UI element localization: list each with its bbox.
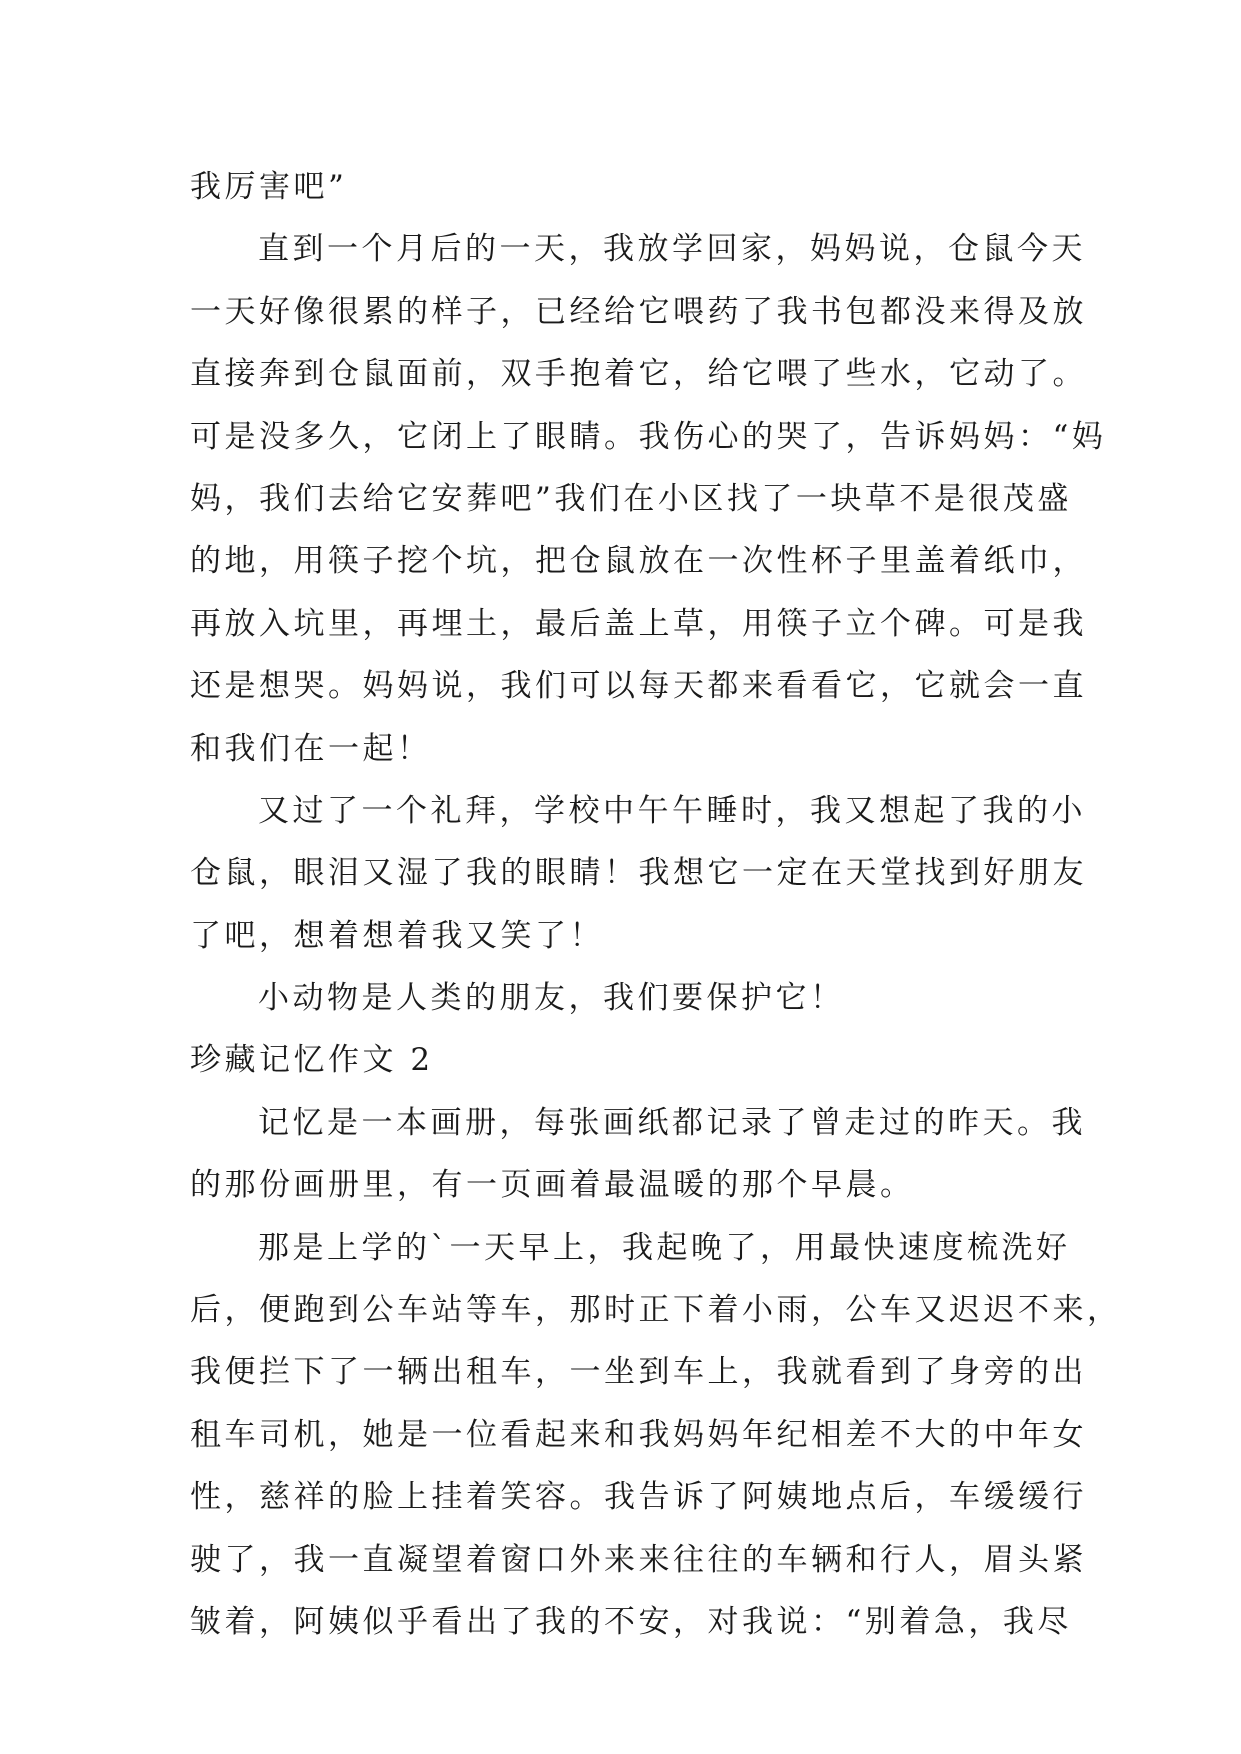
text-line: 的那份画册里，有一页画着最温暖的那个早晨。 [190,1167,915,1204]
text-line: 再放入坑里，再埋土，最后盖上草，用筷子立个碑。可是我 [190,605,1087,642]
paragraph-start-line: 小动物是人类的朋友，我们要保护它！ [258,980,845,1017]
text-line: 了吧，想着想着我又笑了！ [190,917,604,954]
text-line: 租车司机，她是一位看起来和我妈妈年纪相差不大的中年女 [190,1416,1087,1453]
text-line: 和我们在一起！ [190,730,432,767]
text-line: 还是想哭。妈妈说，我们可以每天都来看看它，它就会一直 [190,668,1087,705]
paragraph-start-line: 直到一个月后的一天，我放学回家，妈妈说，仓鼠今天 [258,231,1086,268]
text-line: 仓鼠，眼泪又湿了我的眼睛！我想它一定在天堂找到好朋友 [190,855,1087,892]
paragraph-start-line: 又过了一个礼拜，学校中午午睡时，我又想起了我的小 [258,792,1086,829]
text-line: 直接奔到仓鼠面前，双手抱着它，给它喂了些水，它动了。 [190,356,1087,393]
text-line: 可是没多久，它闭上了眼睛。我伤心的哭了，告诉妈妈：“妈 [190,418,1107,455]
text-line: 性，慈祥的脸上挂着笑容。我告诉了阿姨地点后，车缓缓行 [190,1479,1087,1516]
text-line: 一天好像很累的样子，已经给它喂药了我书包都没来得及放 [190,293,1087,330]
text-line: 我便拦下了一辆出租车，一坐到车上，我就看到了身旁的出 [190,1354,1087,1391]
paragraph-start-line: 那是上学的`一天早上，我起晚了，用最快速度梳洗好 [258,1229,1071,1266]
text-line: 妈，我们去给它安葬吧”我们在小区找了一块草不是很茂盛 [190,480,1072,517]
text-line: 皱着，阿姨似乎看出了我的不安，对我说：“别着急，我尽 [190,1603,1072,1640]
section-heading: 珍藏记忆作文 2 [190,1042,434,1079]
text-line: 我厉害吧” [190,169,348,205]
text-line: 的地，用筷子挖个坑，把仓鼠放在一次性杯子里盖着纸巾， [190,543,1087,580]
text-line: 后，便跑到公车站等车，那时正下着小雨，公车又迟迟不来， [190,1292,1122,1329]
body-text [190,156,1122,1653]
paragraph-start-line: 记忆是一本画册，每张画纸都记录了曾走过的昨天。我 [258,1104,1086,1141]
text-line: 驶了，我一直凝望着窗口外来来往往的车辆和行人，眉头紧 [190,1541,1087,1578]
